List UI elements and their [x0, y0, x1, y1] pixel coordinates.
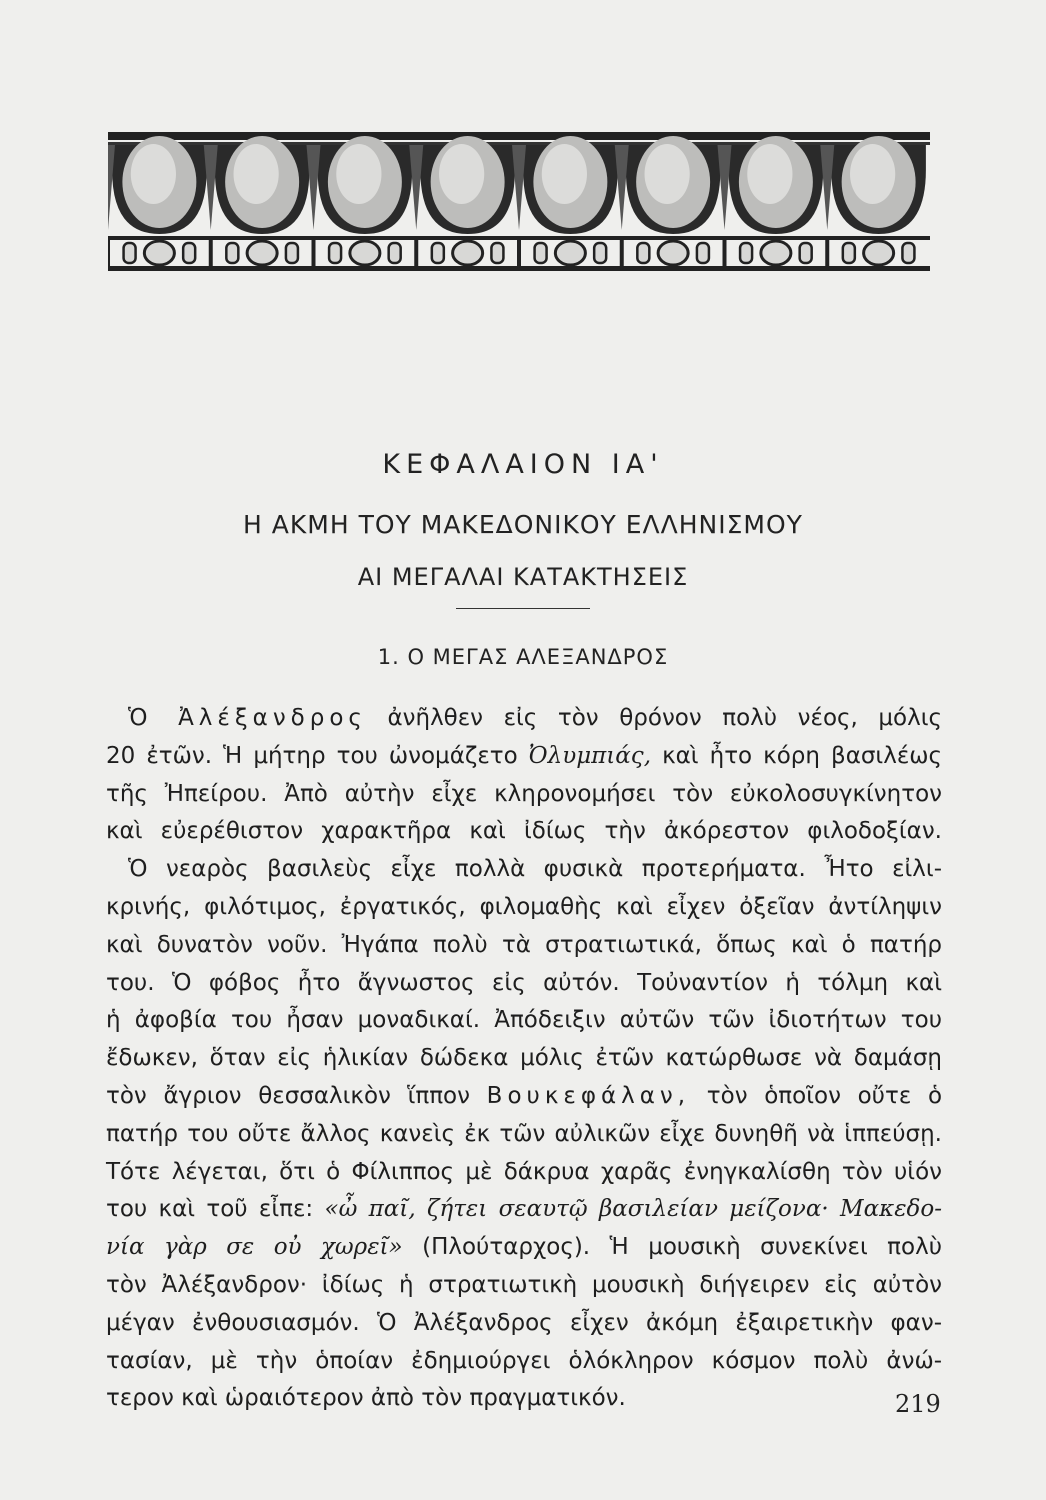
text-line: τασίαν, μὲ τὴν ὁποίαν ἐδημιούργει ὁλόκληρον κόσμον πολὺ ἀνώ- [106, 1347, 942, 1374]
text-fragment: τὸν ὁποῖον οὔτε ὁ [706, 1082, 943, 1109]
name-boukefalas: Βουκεφάλαν, [486, 1082, 691, 1109]
title-divider [456, 608, 590, 609]
text-line: τερον καὶ ὡραιότερον ἀπὸ τὸν πραγματικόν. [106, 1385, 626, 1412]
text-fragment: καὶ ἦτο κόρη βασιλέως [662, 742, 943, 769]
section-heading: 1. Ο ΜΕΓΑΣ ΑΛΕΞΑΝΔΡΟΣ [377, 645, 669, 669]
text-line: τὸν Ἀλέξανδρον· ἰδίως ἡ στρατιωτικὴ μουσικὴ διήγειρεν εἰς αὐτὸν [106, 1271, 942, 1298]
text-line [106, 700, 942, 738]
text-fragment: (Πλούταρχος). Ἡ μουσικὴ συνεκίνει πολὺ [422, 1234, 943, 1261]
text-fragment: ἀνῆλθεν εἰς τὸν θρόνον πολὺ νέος, μόλις [387, 705, 942, 731]
text-line: του. Ὁ φόβος ἦτο ἄγνωστος εἰς αὐτόν. Τοὐναντίον ἡ τόλμη καὶ [106, 969, 942, 996]
text-line: Ὁ νεαρὸς βασιλεὺς εἶχε πολλὰ φυσικὰ προτερήματα. Ἦτο εἰλι- [128, 856, 942, 883]
text-line: καὶ δυνατὸν νοῦν. Ἠγάπα πολὺ τὰ στρατιωτικά, ὅπως καὶ ὁ πατήρ [106, 931, 942, 958]
text-line [106, 738, 942, 776]
text-line [106, 1078, 942, 1116]
text-fragment: του καὶ τοῦ εἶπε: [106, 1196, 314, 1223]
chapter-subtitle: ΑΙ ΜΕΓΑΛΑΙ ΚΑΤΑΚΤΗΣΕΙΣ [357, 563, 689, 591]
text-fragment: 20 ἐτῶν. Ἡ μήτηρ του ὠνομάζετο [106, 742, 518, 769]
text-line: μέγαν ἐνθουσιασμόν. Ὁ Ἀλέξανδρος εἶχεν ἀκόμη ἐξαιρετικὴν φαν- [106, 1309, 942, 1336]
text-line: καὶ εὐερέθιστον χαρακτῆρα καὶ ἰδίως τὴν ἀκόρεστον φιλοδοξίαν. [106, 818, 942, 845]
name-alexandros: Ὁ Ἀλέξανδρος [128, 705, 367, 731]
italic-quote: «ὦ παῖ, ζήτει σεαυτῷ βασιλείαν μείζονα· Μακεδο- [324, 1196, 943, 1223]
text-line: τῆς Ἠπείρου. Ἀπὸ αὐτὴν εἶχε κληρονομήσει τὸν εὐκολοσυγκίνητον [106, 780, 942, 807]
chapter-label: ΚΕΦΑΛΑΙΟΝ ΙΑ' [382, 449, 664, 480]
text-line: ἔδωκεν, ὅταν εἰς ἡλικίαν δώδεκα μόλις ἐτῶν κατώρθωσε νὰ δαμάσῃ [106, 1045, 942, 1072]
egg-and-dart-ornament [108, 130, 930, 275]
italic-fragment: Ὀλυμπιάς, [528, 742, 652, 769]
italic-quote: νία γὰρ σε οὐ χωρεῖ» [106, 1234, 403, 1261]
text-line: ἡ ἀφοβία του ἦσαν μοναδικαί. Ἀπόδειξιν αὐτῶν τῶν ἰδιοτήτων του [106, 1007, 942, 1034]
text-fragment: τὸν ἄγριον θεσσαλικὸν ἵππον [106, 1082, 470, 1109]
text-line [106, 1191, 942, 1229]
text-line: πατήρ του οὔτε ἄλλος κανεὶς ἐκ τῶν αὐλικῶν εἶχε δυνηθῆ νὰ ἱππεύσῃ. [106, 1120, 942, 1147]
chapter-title: Η ΑΚΜΗ ΤΟΥ ΜΑΚΕΔΟΝΙΚΟΥ ΕΛΛΗΝΙΣΜΟΥ [243, 510, 803, 539]
text-line: κρινής, φιλότιμος, ἐργατικός, φιλομαθὴς καὶ εἶχεν ὀξεῖαν ἀντίληψιν [106, 893, 942, 920]
page-number: 219 [895, 1390, 941, 1418]
text-line [106, 1229, 942, 1267]
text-line: Τότε λέγεται, ὅτι ὁ Φίλιππος μὲ δάκρυα χαρᾶς ἐνηγκαλίσθη τὸν υἱόν [106, 1158, 942, 1185]
body-paragraph [106, 700, 942, 1418]
